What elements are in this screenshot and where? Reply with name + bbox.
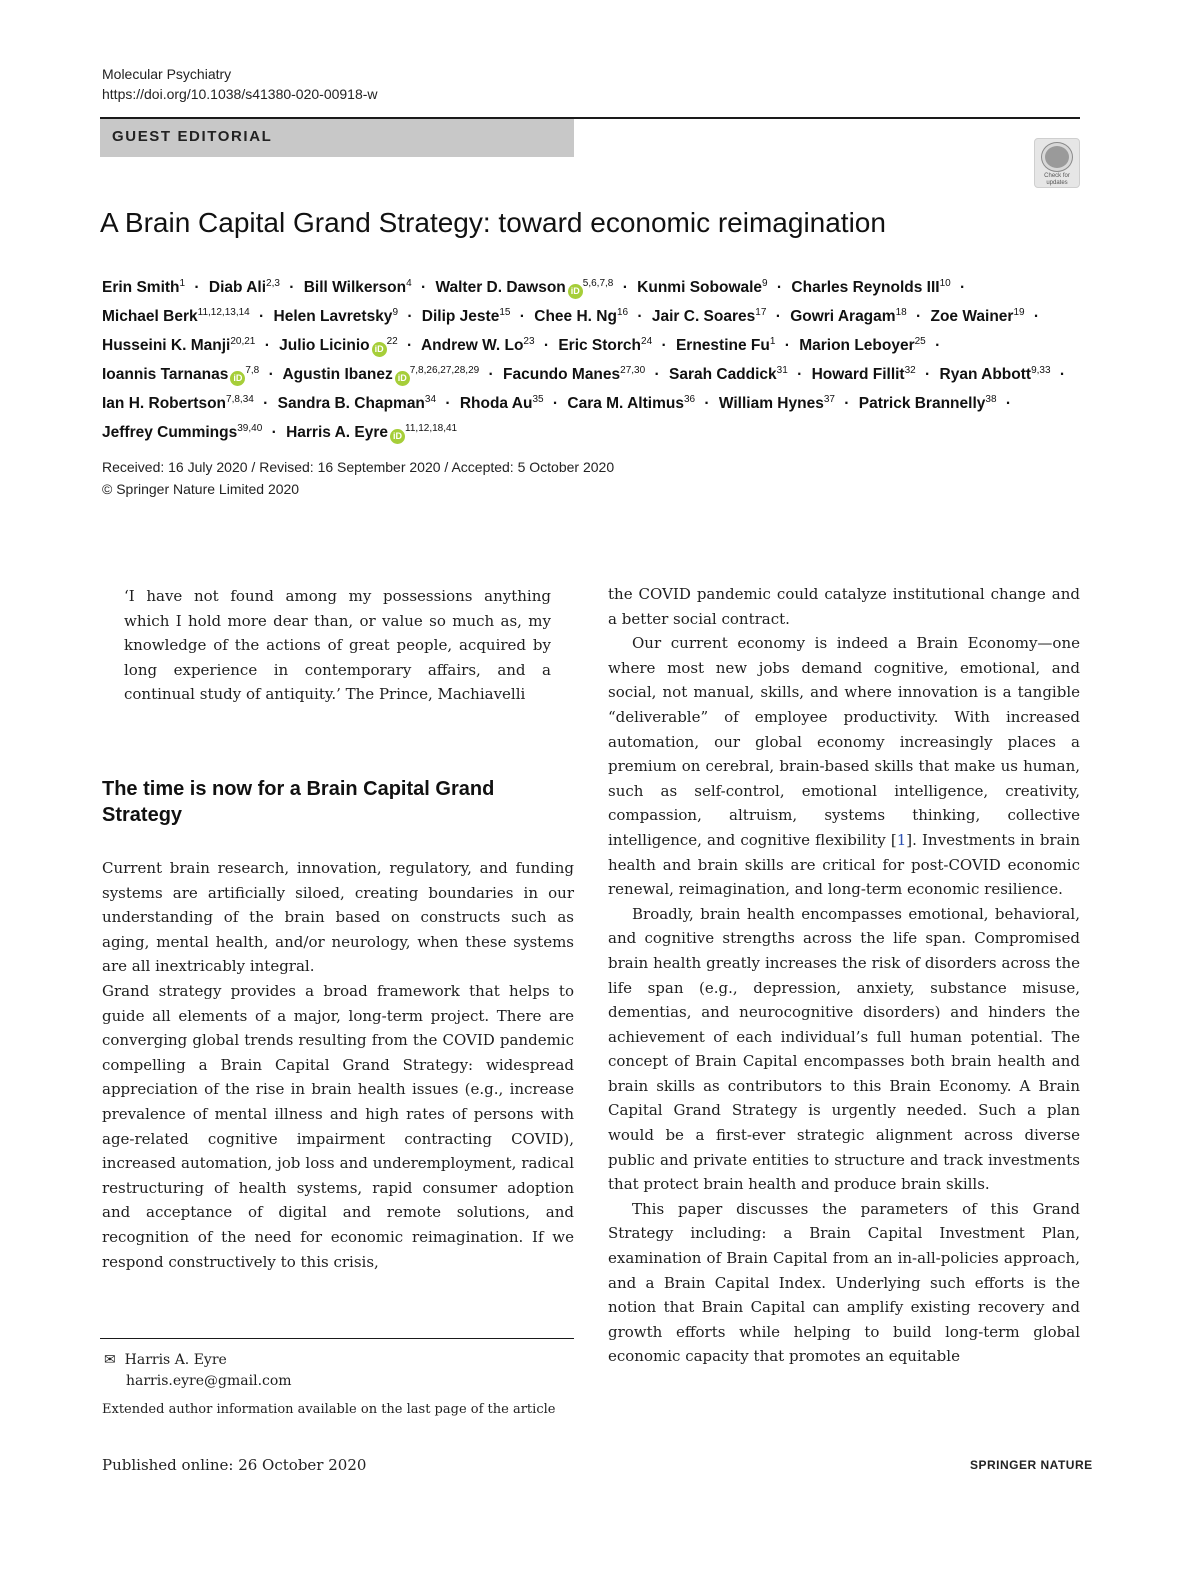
doi-link[interactable]: https://doi.org/10.1038/s41380-020-00918-w [102, 86, 378, 102]
author-separator: · [704, 394, 710, 412]
author-separator: · [420, 279, 427, 297]
affiliation-number: 15 [499, 306, 511, 318]
author-label: Michael Berk [102, 308, 198, 326]
author-name[interactable] [274, 308, 398, 325]
affiliation-number: 16 [616, 306, 629, 318]
orcid-icon[interactable]: iD [390, 429, 405, 444]
journal-name: Molecular Psychiatry [102, 66, 232, 82]
author-name[interactable] [503, 366, 645, 383]
affiliation-number: 11,12,18,41 [405, 422, 458, 434]
author-separator: · [263, 394, 269, 412]
paragraph [608, 631, 1080, 902]
affiliation-number: 25 [914, 335, 926, 347]
section-heading: The time is now for a Brain Capital Grand Strategy [102, 778, 495, 826]
affiliation-number: 22 [386, 335, 398, 347]
right-column-text [608, 582, 1080, 1369]
affiliation-number: 38 [985, 393, 997, 405]
paragraph: the COVID pandemic could catalyze institutional change and a better social contract. [608, 585, 1080, 628]
citation-link[interactable]: 1 [896, 830, 907, 849]
orcid-icon[interactable]: iD [230, 371, 245, 386]
author-label: Julio Licinio [279, 337, 370, 355]
author-separator: · [552, 394, 559, 412]
author-separator: · [776, 279, 783, 297]
affiliation-number: 18 [895, 306, 907, 318]
author-label: Patrick Brannelly [858, 394, 986, 412]
author-name[interactable] [534, 308, 628, 325]
author-name[interactable] [940, 366, 1051, 383]
author-separator: · [935, 337, 941, 355]
paragraph: Grand strategy provides a broad framework that helps to guide all elements of a major, long-term project. There are converging global trends resulting from the COVID pandemic compelling a Brain Capital Grand Strategy: widespread appreciation of the rise in brain health issues (e.g., increase prevalence of mental illness and high rates of persons with age-related cognitive impairment contracting COVID), increased automation, job loss and underemployment, radical restructuring of health systems, rapid consumer adoption and acceptance of digital and remote solutions, and recognition of the need for economic reimagination. If we respond constructively to this crisis, [102, 981, 574, 1271]
author-name[interactable] [102, 424, 262, 441]
author-name[interactable] [460, 395, 544, 412]
author-name[interactable] [637, 279, 767, 296]
epigraph-quote: ‘I have not found among my possessions anything which I hold more dear than, or value so much as, my knowledge of the actions of great people, acquired by long experience in contemporary affairs, and a continual study of antiquity.’ The Prince, Machiavelli [124, 587, 551, 704]
author-name[interactable] [669, 366, 788, 383]
affiliation-number: 35 [532, 393, 544, 405]
update-icon [1042, 143, 1072, 171]
author-separator: · [1033, 308, 1040, 326]
affiliation-number: 11,12,13,14 [197, 306, 250, 318]
author-name[interactable] [102, 308, 250, 325]
author-label: Cara M. Altimus [567, 394, 684, 412]
author-name[interactable] [102, 279, 185, 296]
affiliation-number: 37 [823, 393, 835, 405]
author-name[interactable] [422, 308, 511, 325]
section-label-bar [100, 119, 574, 157]
author-separator: · [637, 308, 643, 326]
paragraph-text: Our current economy is indeed a Brain Economy—one where most new jobs demand cognitive, emotional, and social, not manual, skills, and where innovation is a tangible “deliverable” of employee productivity. With increased automation, our global economy increasingly places a premium on cerebral, brain-based skills that make us human, such as self-control, emotional intelligence, creativity, compassion, altruism, systems thinking, collective intelligence, and cognitive flexibility [ [608, 634, 1080, 849]
author-separator: · [775, 308, 781, 326]
paragraph: This paper discusses the parameters of this Grand Strategy including: a Brain Capital Investment Plan, examination of Brain Capital from an in-all-policies approach, and a Brain Capital Index. Underlying such efforts is the notion that Brain Capital can amplify existing recovery and growth efforts while helping to build long-term global economic capacity that promotes an equitable [608, 1199, 1080, 1366]
badge-label: Check for updates [1044, 173, 1070, 186]
envelope-icon: ✉ [104, 1352, 116, 1368]
author-separator: · [264, 337, 270, 355]
author-separator: · [519, 308, 525, 326]
author-name[interactable] [209, 279, 280, 296]
author-label: Eric Storch [558, 337, 642, 355]
article-title: A Brain Capital Grand Strategy: toward economic reimagination [100, 207, 886, 238]
author-name[interactable] [790, 308, 907, 325]
published-date: Published online: 26 October 2020 [102, 1456, 367, 1474]
affiliation-number: 9,33 [1031, 364, 1051, 376]
orcid-icon[interactable]: iD [372, 342, 387, 357]
affiliation-number: 19 [1013, 306, 1025, 318]
affiliation-number: 7,8,26,27,28,29 [409, 364, 480, 376]
author-list [102, 272, 1092, 446]
affiliation-number: 23 [523, 335, 535, 347]
author-label: Ian H. Robertson [102, 394, 227, 412]
article-dates: Received: 16 July 2020 / Revised: 16 September 2020 / Accepted: 5 October 2020 [102, 459, 615, 475]
author-name[interactable] [652, 308, 767, 325]
author-label: Charles Reynolds III [791, 279, 940, 297]
author-label: Walter D. Dawson [435, 279, 566, 297]
orcid-icon[interactable]: iD [568, 284, 583, 299]
paragraph: Broadly, brain health encompasses emotional, behavioral, and cognitive strengths across the life span. Compromised brain health greatly increases the risk of disorders across the life span (e.g., depression, anxiety, substance misuse, dementias, and neurocognitive disorders) and hinders the achievement of each individual’s full human potential. The concept of Brain Capital encompasses both brain health and brain skills as contributors to this Brain Economy. A Brain Capital Grand Strategy is urgently needed. Such a plan would be a first-ever strategic alignment across diverse public and private entities to structure and track investments that protect brain health and produce brain skills. [608, 904, 1080, 1194]
author-label: Jeffrey Cummings [102, 423, 238, 441]
affiliation-number: 9 [392, 306, 398, 318]
author-separator: · [289, 279, 295, 297]
author-name[interactable] [567, 395, 695, 412]
affiliation-number: 2,3 [266, 278, 280, 289]
author-separator: · [1005, 394, 1011, 412]
author-separator: · [445, 394, 451, 412]
author-label: Ioannis Tarnanas [102, 366, 229, 384]
affiliation-number: 10 [939, 278, 951, 289]
author-separator: · [407, 337, 413, 355]
affiliation-number: 1 [179, 278, 186, 289]
author-separator: · [916, 308, 922, 326]
author-label: Dilip Jeste [421, 308, 500, 326]
author-label: Erin Smith [102, 279, 180, 297]
author-name[interactable] [930, 308, 1024, 325]
author-name[interactable] [304, 279, 412, 296]
author-label: Kunmi Sobowale [637, 279, 763, 297]
author-name[interactable] [435, 279, 613, 296]
author-label: Bill Wilkerson [303, 279, 407, 297]
corresponding-email[interactable]: harris.eyre@gmail.com [126, 1373, 292, 1389]
author-label: Ryan Abbott [939, 366, 1032, 384]
affiliation-number: 9 [762, 278, 768, 289]
correspondence-block [104, 1350, 292, 1392]
journal-header [102, 64, 378, 104]
author-name[interactable] [421, 337, 535, 354]
author-label: William Hynes [718, 394, 824, 412]
author-label: Sarah Caddick [668, 366, 777, 384]
author-label: Andrew W. Lo [420, 337, 524, 355]
author-name[interactable] [279, 337, 398, 354]
publisher-logo: SPRINGER NATURE [970, 1458, 1093, 1472]
author-name[interactable] [286, 424, 457, 441]
author-label: Chee H. Ng [534, 308, 617, 326]
author-separator: · [271, 423, 277, 441]
author-label: Agustin Ibanez [282, 366, 393, 384]
orcid-icon[interactable]: iD [395, 371, 410, 386]
affiliation-number: 20,21 [230, 335, 256, 347]
author-label: Harris A. Eyre [286, 423, 389, 441]
section-label: GUEST EDITORIAL [112, 128, 273, 145]
affiliation-number: 36 [683, 393, 696, 405]
author-name[interactable] [859, 395, 997, 412]
paragraph: Current brain research, innovation, regulatory, and funding systems are artificially siloed, creating boundaries in our understanding of the brain based on constructs such as aging, mental health, and/or neurology, when these systems are all inextricably integral. [102, 859, 574, 976]
author-separator: · [194, 279, 200, 297]
affiliation-number: 4 [406, 278, 412, 289]
author-label: Zoe Wainer [930, 308, 1014, 326]
author-name[interactable] [278, 395, 436, 412]
author-label: Jair C. Soares [651, 308, 756, 326]
affiliation-number: 17 [755, 306, 767, 318]
affiliation-number: 5,6,7,8 [582, 278, 614, 289]
affiliation-number: 34 [424, 393, 437, 405]
extended-author-note: Extended author information available on the last page of the article [102, 1402, 556, 1417]
author-separator: · [622, 279, 628, 297]
check-for-updates-badge[interactable] [1034, 138, 1080, 188]
author-name[interactable] [102, 366, 259, 383]
author-name[interactable] [102, 337, 255, 354]
author-separator: · [844, 394, 850, 412]
author-label: Husseini K. Manji [102, 337, 231, 355]
author-label: Helen Lavretsky [273, 308, 393, 326]
left-column-text [102, 856, 574, 1274]
author-name[interactable] [102, 395, 254, 412]
copyright: © Springer Nature Limited 2020 [102, 481, 300, 497]
corresponding-author: Harris A. Eyre [124, 1352, 227, 1368]
author-separator: · [797, 366, 803, 384]
author-separator: · [1059, 366, 1066, 384]
author-label: Howard Fillit [811, 366, 905, 384]
author-name[interactable] [791, 279, 950, 296]
author-separator: · [960, 279, 966, 297]
author-label: Gowri Aragam [790, 308, 896, 326]
affiliation-number: 24 [641, 335, 653, 347]
footnote-rule [100, 1338, 574, 1339]
author-label: Marion Leboyer [799, 337, 915, 355]
author-separator: · [259, 308, 265, 326]
author-separator: · [661, 337, 667, 355]
author-label: Sandra B. Chapman [277, 394, 425, 412]
author-separator: · [543, 337, 550, 355]
author-name[interactable] [282, 366, 479, 383]
affiliation-number: 7,8 [245, 364, 260, 376]
author-separator: · [654, 366, 660, 384]
author-name[interactable] [799, 337, 926, 354]
author-separator: · [488, 366, 494, 384]
author-separator: · [925, 366, 931, 384]
affiliation-number: 27,30 [620, 364, 646, 376]
affiliation-number: 32 [904, 364, 916, 376]
author-name[interactable] [719, 395, 835, 412]
author-label: Facundo Manes [503, 366, 621, 384]
author-name[interactable] [558, 337, 652, 354]
author-separator: · [268, 366, 274, 384]
paragraph-text: ]. Investments in brain health and brain skills are critical for post-COVID economic renewal, reimagination, and long-term economic resilience. [608, 830, 1080, 899]
affiliation-number: 39,40 [237, 422, 263, 434]
author-label: Ernestine Fu [675, 337, 770, 355]
affiliation-number: 1 [769, 335, 776, 347]
author-label: Diab Ali [208, 279, 267, 297]
author-label: Rhoda Au [459, 394, 533, 412]
affiliation-number: 31 [776, 364, 788, 376]
affiliation-number: 7,8,34 [226, 393, 254, 405]
author-separator: · [407, 308, 413, 326]
author-name[interactable] [812, 366, 916, 383]
author-name[interactable] [676, 337, 775, 354]
author-separator: · [784, 337, 790, 355]
